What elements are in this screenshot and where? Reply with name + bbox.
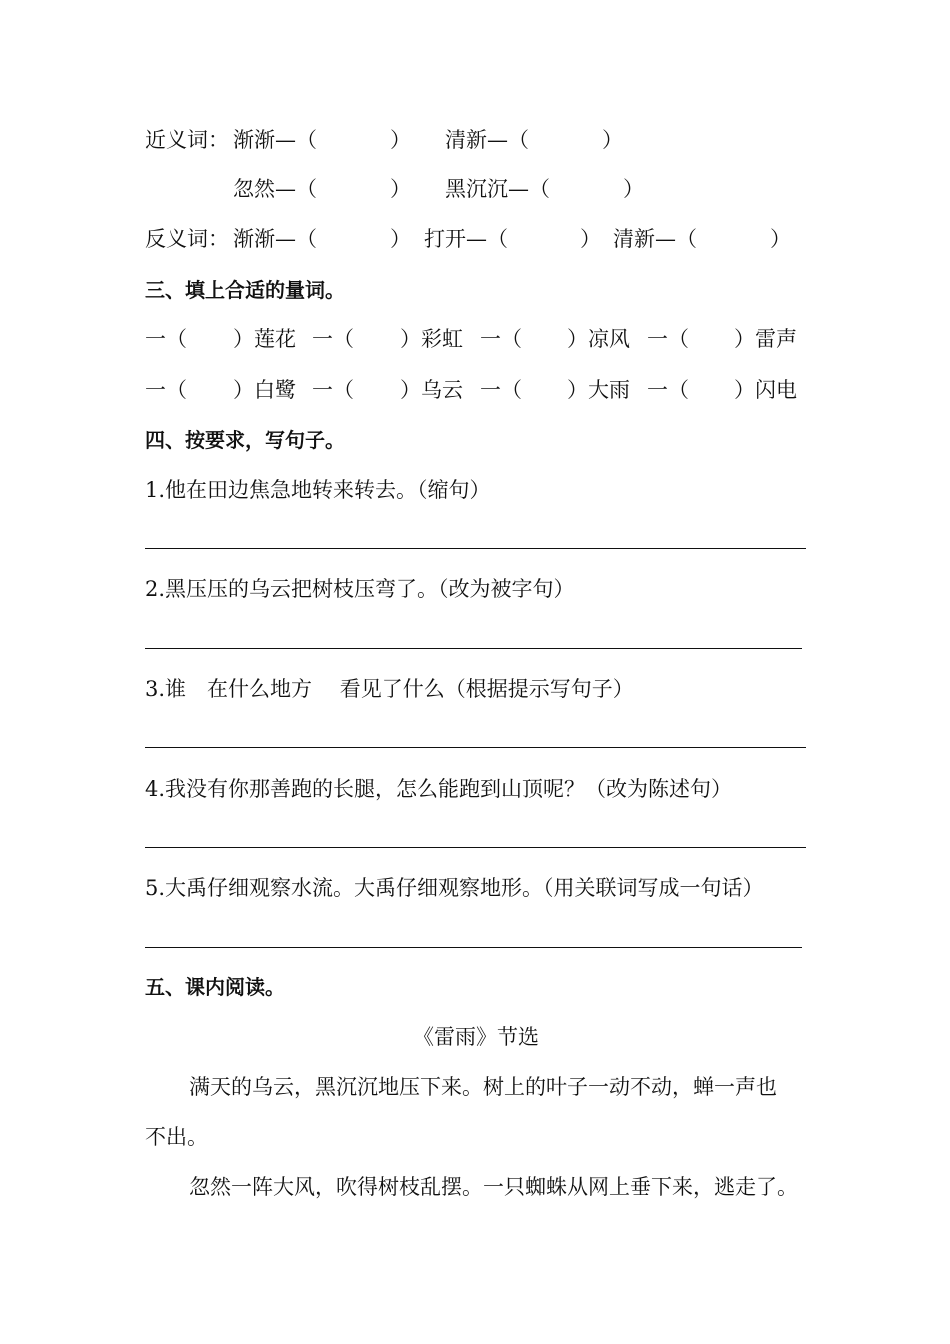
antonym-item: 渐渐—（ [233,227,317,251]
measure-word-noun: ）乌云 [400,378,463,402]
measure-word-noun: ）雷声 [734,327,797,351]
section3-heading: 三、填上合适的量词。 [145,278,345,302]
section5-heading: 五、课内阅读。 [145,975,285,999]
measure-word-noun: ）凉风 [567,327,630,351]
sentence-task: 5.大禹仔细观察水流。大禹仔细观察地形。（用关联词写成一句话） [145,876,764,900]
measure-word-open: 一（ [647,327,689,351]
sentence-task: 4.我没有你那善跑的长腿，怎么能跑到山顶呢？（改为陈述句） [145,777,733,801]
antonym-item: 打开—（ [424,227,508,251]
antonym-item: 清新—（ [613,227,697,251]
synonym-item: 黑沉沉—（ [445,177,550,201]
section4-heading: 四、按要求，写句子。 [145,428,345,452]
synonym-item: 忽然—（ [233,177,317,201]
measure-word-open: 一（ [647,378,689,402]
answer-line[interactable] [145,548,806,549]
reading-title: 《雷雨》节选 [413,1025,539,1049]
measure-word-noun: ）彩虹 [400,327,463,351]
measure-word-noun: ）大雨 [567,378,630,402]
measure-word-open: 一（ [145,378,187,402]
reading-paragraph: 忽然一阵大风，吹得树枝乱摆。一只蜘蛛从网上垂下来，逃走了。 [189,1175,798,1199]
reading-paragraph: 不出。 [145,1125,208,1149]
measure-word-noun: ）闪电 [734,378,797,402]
answer-line[interactable] [145,947,802,948]
synonyms-label: 近义词： [145,128,229,152]
antonym-blank-close: ） [580,227,601,251]
synonym-blank-close: ） [623,177,644,201]
measure-word-open: 一（ [145,327,187,351]
antonym-blank-close: ） [770,227,791,251]
measure-word-open: 一（ [480,327,522,351]
sentence-task: 3.谁 在什么地方 看见了什么（根据提示写句子） [145,677,634,701]
antonyms-label: 反义词： [145,227,229,251]
synonym-item: 清新—（ [445,128,529,152]
sentence-task: 1.他在田边焦急地转来转去。（缩句） [145,478,491,502]
synonym-blank-close: ） [602,128,623,152]
answer-line[interactable] [145,747,806,748]
measure-word-noun: ）白鹭 [233,378,296,402]
measure-word-open: 一（ [312,327,354,351]
sentence-task: 2.黑压压的乌云把树枝压弯了。（改为被字句） [145,577,575,601]
measure-word-open: 一（ [480,378,522,402]
answer-line[interactable] [145,847,806,848]
measure-word-open: 一（ [312,378,354,402]
measure-word-noun: ）莲花 [233,327,296,351]
synonym-blank-close: ） [390,177,411,201]
synonym-item: 渐渐—（ [233,128,317,152]
reading-paragraph: 满天的乌云，黑沉沉地压下来。树上的叶子一动不动，蝉一声也 [189,1075,777,1099]
synonym-blank-close: ） [390,128,411,152]
antonym-blank-close: ） [390,227,411,251]
answer-line[interactable] [145,648,802,649]
